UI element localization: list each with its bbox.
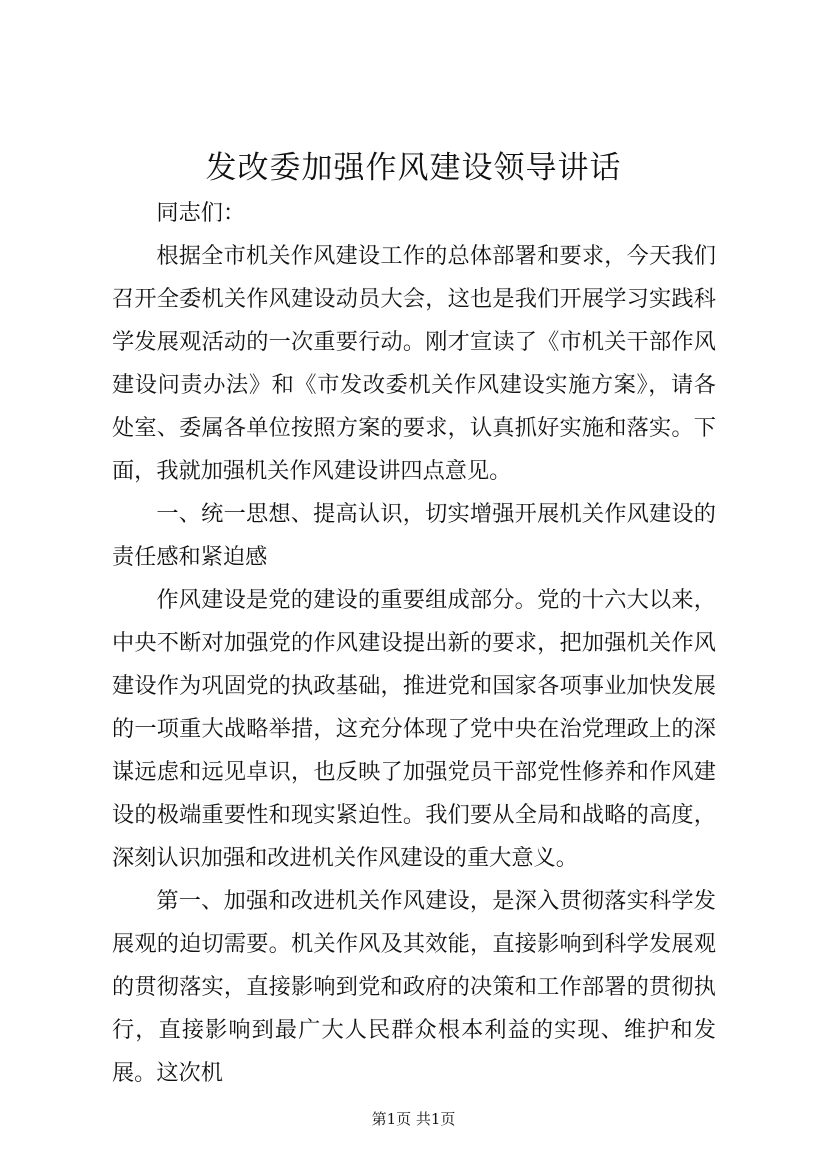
paragraph-point-1: 第一、加强和改进机关作风建设，是深入贯彻落实科学发展观的迫切需要。机关作风及其效能，直接影响到科学发展观的贯彻落实，直接影响到党和政府的决策和工作部署的贯彻执行，直接影响到最广大人民群众根本利益的实现、维护和发展。这次机 xyxy=(112,888,716,1086)
page-footer xyxy=(0,1109,827,1129)
document-body xyxy=(112,192,716,1095)
greeting-line: 同志们： xyxy=(156,200,246,226)
page-number-label: 第1页 共1页 xyxy=(371,1110,456,1128)
document-title: 发改委加强作风建设领导讲话 xyxy=(205,150,622,186)
paragraph-section-1: 作风建设是党的建设的重要组成部分。党的十六大以来，中央不断对加强党的作风建设提出新的要求，把加强机关作风建设作为巩固党的执政基础，推进党和国家各项事业加快发展的一项重大战略举措，这充分体现了党中央在治党理政上的深谋远虑和远见卓识，也反映了加强党员干部党性修养和作风建设的极端重要性和现实紧迫性。我们要从全局和战略的高度，深刻认识加强和改进机关作风建设的重大意义。 xyxy=(112,587,716,871)
section-heading-1: 一、统一思想、提高认识，切实增强开展机关作风建设的责任感和紧迫感 xyxy=(112,501,716,570)
paragraph-intro: 根据全市机关作风建设工作的总体部署和要求，今天我们召开全委机关作风建设动员大会，这也是我们开展学习实践科学发展观活动的一次重要行动。刚才宣读了《市机关干部作风建设问责办法》和《市发改委机关作风建设实施方案》，请各处室、委属各单位按照方案的要求，认真抓好实施和落实。下面，我就加强机关作风建设讲四点意见。 xyxy=(112,243,716,484)
